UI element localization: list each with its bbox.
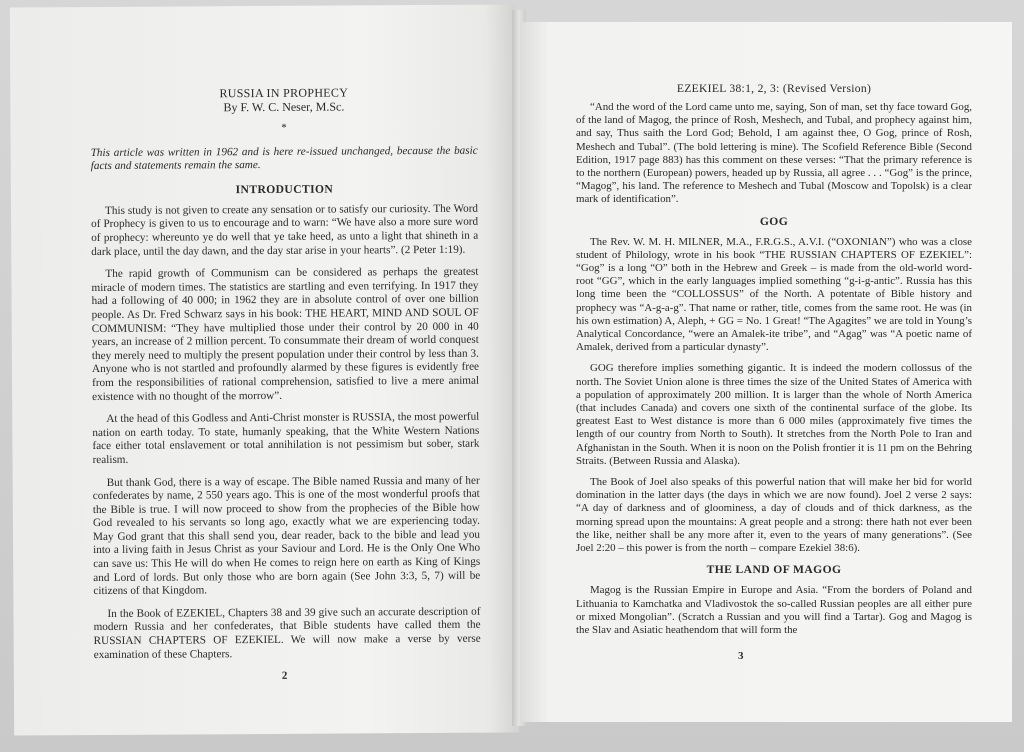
gog-heading: GOG: [759, 214, 789, 228]
paragraph: The rapid growth of Communism can be considered as perhaps the greatest miracle of modern times. The statistics are startling and even terrifying. In 1917 they had a following of 40 000; in 1962 they are in absolute control of over one billion people. As Dr. Fred Schwarz says in his book: THE HEART, MIND AND SOUL OF COMMUNISM: “They have multiplied those under their control by 20 000 in 40 years, an increase of 2 million percent. To consummate their dream of world conquest they merely need to multiply the present population under their control by less than 3. Anyone who is not startled and profoundly alarmed by these figures is evidently free from the responsibilities of rational comprehension, satisfied to live a mere animal existence with no thought of the morrow”.: [91, 265, 480, 403]
left-page: [10, 4, 519, 735]
article-author: By F. W. C. Neser, M.Sc.: [223, 99, 345, 115]
magog-heading: THE LAND OF MAGOG: [706, 563, 842, 577]
page-number: 3: [738, 650, 744, 662]
reissue-note: This article was written in 1962 and is here re-issued unchanged, because the basic facts and statements remain the same.: [90, 144, 478, 173]
paragraph: At the head of this Godless and Anti-Christ monster is RUSSIA, the most powerful nation on earth today. To state, humanly speaking, that the White Western Nations face either total enslavement or total annihilation is not pessimism but sober, stark realism.: [92, 410, 480, 466]
separator-star: *: [281, 121, 287, 134]
introduction-heading: INTRODUCTION: [235, 182, 334, 196]
paragraph: This study is not given to create any sensation or to satisfy our curiosity. The Word of Prophecy is given to us to encourage and to warn: “We have also a more sure word of prophecy: whereunto ye do well that ye take heed, as unto a light that shineth in a dark place, until the day dawn, and the day star arise in your hearts”. (2 Peter 1:19).: [91, 202, 479, 258]
section-title: EZEKIEL 38:1, 2, 3: (Revised Version): [676, 82, 872, 95]
paragraph: GOG therefore implies something gigantic. It is indeed the modern collossus of the north. The Soviet Union alone is three times the size of the United States of America with a population of approximately 200 million. It is larger than the whole of North America (that includes Canada) and covers one sixth of the continental surface of the globe. Its greatest East to West distance is more than 6 000 miles (approximately five times the length of our country from North to South). It stretches from the North Pole to Iran and Afghanistan in the South. When it is noon on the Polish frontier it is 11 pm on the Behring Straits. (Between Russia and Alaska).: [576, 362, 972, 467]
paragraph: The Rev. W. M. H. MILNER, M.A., F.R.G.S., A.V.I. (“OXONIAN”) who was a close student of Philology, wrote in his book “THE RUSSIAN CHAPTERS OF EZEKIEL”: “Gog” is a long “O” both in the Hebrew and Greek – is made from the old-world word-root “GG”, which in the early languages implied something “g-i-g-antic”. Russia has this long time been the “COLLOSSUS” of the North. A potentate of Bible history and prophecy was “A-g-a-g”. That name or rather, title, comes from the same root. He was (in his own estimation) A, Aleph, + GG = No. 1 Great! “The Agagites” we are told in Young’s Analytical Concordance, “were an Amalek-ite tribe”, and “Agag” was “A poetic name of Amalek, derived from a particular dynasty”.: [576, 235, 972, 354]
article-title: RUSSIA IN PROPHECY: [219, 85, 349, 101]
paragraph: The Book of Joel also speaks of this powerful nation that will make her bid for world domination in the latter days (the days in which we are now found). Joel 2 verse 2 says: “A day of darkness and of gloominess, a day of clouds and of thick darkness, as the morning spread upon the mountains: A great people and a strong: there hath not ever been the like, neither shall be any more after it, even to the years of many generations”. (See Joel 2:20 – this power is from the north – compare Ezekiel 38:6).: [576, 476, 972, 555]
page-number: 2: [281, 669, 288, 682]
paragraph: But thank God, there is a way of escape. The Bible named Russia and many of her confederates by name, 2 550 years ago. This is one of the most wonderful proofs that the Bible is true. I will now proceed to show from the prophecies of the Bible how God revealed to his servants so long ago, exactly what we are experiencing today. May God grant that this shall send you, dear reader, back to the bible and lead you into a living faith in Jesus Christ as your Saviour and Lord. He is the Only One Who can save us: This He will do when He comes to reign here on earth as King of Kings and Lord of lords. But only those who are born again (See John 3:3, 5, 7) will be citizens of that Kingdom.: [92, 474, 481, 598]
paragraph: Magog is the Russian Empire in Europe and Asia. “From the borders of Poland and Lithuania to Kamchatka and Vladivostok the so-called Russian peoples are all either pure or mixed Mongolian”. (Scratch a Russian and you will find a Tartar). Gog and Magog is the Slav and Asiatic heathendom that will form the: [576, 584, 972, 636]
right-page: [520, 22, 1012, 722]
paragraph: “And the word of the Lord came unto me, saying, Son of man, set thy face toward Gog, of the land of Magog, the prince of Rosh, Meshech, and Tubal, and prophecy against him, and say, Thus saith the Lord God; Behold, I am against thee, O Gog, prince of Rosh, Meshech and Tubal”. (The bold lettering is mine). The Scofield Reference Bible (Second Edition, 1917 page 883) has this comment on these verses: “That the primary reference is to the northern (European) powers, headed up by Russia, all agree . . . “Gog” is the prince, “Magog”, his land. The reference to Meshech and Tubal (Moscow and Topolsk) is a clear mark of identification”.: [576, 101, 972, 206]
paragraph: In the Book of EZEKIEL, Chapters 38 and 39 give such an accurate description of modern Russia and her confederates, that Bible students have called them the RUSSIAN CHAPTERS OF EZEKIEL. We will now make a verse by verse examination of these Chapters.: [93, 605, 481, 661]
